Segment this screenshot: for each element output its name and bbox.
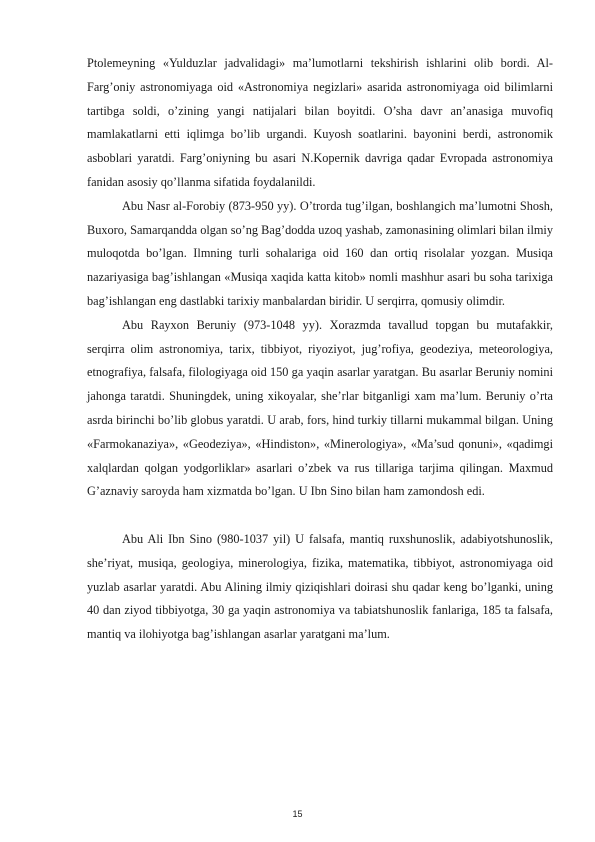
paragraph-ibn-sino: Abu Ali Ibn Sino (980-1037 yil) U falsafa, mantiq ruxshunoslik, adabiyotshunoslik, she’riyat, musiqa, geologiya, minerologiya, fizika, matematika, tibbiyot, astronomiyaga oid yuzlab asarlar yaratdi. Abu Alining ilmiy qiziqishlari doirasi shu qadar keng bo’lganki, uning 40 dan ziyod tibbiyotga, 30 ga yaqin astronomiya va tabiatshunoslik fanlariga, 185 ta falsafa, mantiq va ilohiyotga bag’ishlangan asarlar yaratgani ma’lum. bbox=[87, 531, 553, 642]
paragraph-al-forobiy: Abu Nasr al-Forobiy (873-950 yy). O’trorda tug’ilgan, boshlangich ma’lumotni Shosh, Buxoro, Samarqandda olgan so’ng Bag’dodda uzoq yashab, zamonasining olimlari bilan ilmiy muloqotda bo’lgan. Ilmning turli sohalariga oid 160 dan ortiq risolalar yozgan. Musiqa nazariyasiga bag’ishlangan «Musiqa xaqida katta kitob» nomli mashhur asari bu soha tarixiga bag’ishlangan eng dastlabki tarixiy manbalardan biridir. U serqirra, qomusiy olimdir. bbox=[87, 198, 553, 308]
page-number: 15 bbox=[292, 809, 303, 819]
paragraph-beruniy: Abu Rayxon Beruniy (973-1048 yy). Xorazmda tavallud topgan bu mutafakkir, serqirra olim astronomiya, tarix, tibbiyot, riyoziyot, jug’rofiya, geodeziya, meteorologiya, etnografiya, falsafa, filologiyaga oid 150 ga yaqin asarlar yaratgan. Bu asarlar Beruniy nomini jahonga taratdi. Shuningdek, uning xikoyalar, she’rlar bitganligi xam ma’lum. Beruniy o’rta asrda birinchi bo’lib globus yaratdi. U arab, fors, hind turkiy tillarni mukammal bilgan. Uning «Farmokanaziya», «Geodeziya», «Hindiston», «Minerologiya», «Ma’sud qonuni», «qadimgi xalqlardan qolgan yodgorliklar» asarlari o’zbek va rus tillariga tarjima qilingan. Maxmud G’aznaviy saroyda ham xizmatda bo’lgan. U Ibn Sino bilan ham zamondosh edi. bbox=[87, 317, 553, 499]
paragraph-spacer bbox=[87, 504, 553, 528]
paragraph-ptolemy-fargoniy: Ptolemeyning «Yulduzlar jadvalidagi» ma’lumotlarni tekshirish ishlarini olib bordi. Al-Farg’oniy astronomiyaga oid «Astronomiya negizlari» asarida astronomiyaga oid bilimlarni tartibga soldi, o’zining yangi natijalari bilan boyitdi. O’sha davr an’anasiga muvofiq mamlakatlarni etti iqlimga bo’lib urgandi. Kuyosh soatlarini. bayonini berdi, astronomik asboblari yaratdi. Farg’oniyning bu asari N.Kopernik davriga qadar Evropada astronomiya fanidan asosiy qo’llanma sifatida foydalanildi. bbox=[87, 56, 553, 189]
document-page bbox=[87, 52, 553, 647]
